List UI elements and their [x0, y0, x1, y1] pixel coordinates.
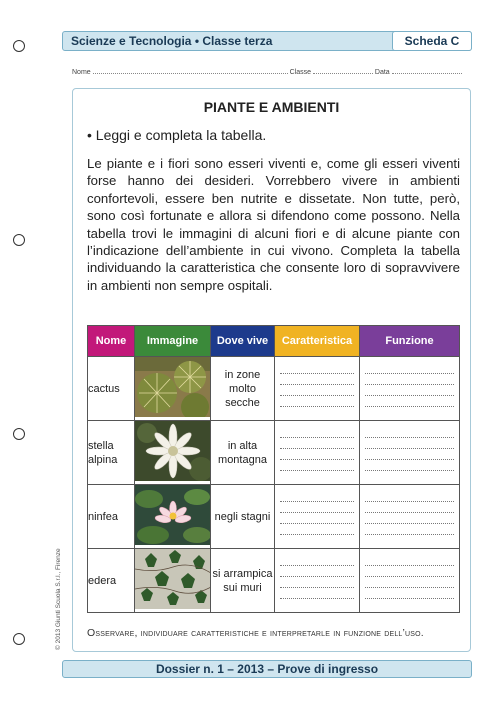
funzione-cell[interactable]	[360, 357, 460, 421]
classe-label: Classe	[289, 69, 311, 76]
table-row	[88, 485, 460, 549]
header-dove-vive: Dove vive	[211, 326, 275, 357]
plants-table	[87, 325, 460, 613]
header-nome: Nome	[88, 326, 135, 357]
header-caratteristica: Caratteristica	[275, 326, 360, 357]
stella-alpina-image	[135, 421, 211, 485]
header-funzione: Funzione	[360, 326, 460, 357]
nome-label: Nome	[72, 69, 91, 76]
binder-hole-2	[13, 234, 25, 246]
footnote: Osservare, individuare caratteristiche e interpretarle in funzione dell’uso.	[87, 627, 424, 639]
table-row	[88, 549, 460, 613]
binder-hole-1	[13, 40, 25, 52]
worksheet-card	[72, 88, 471, 652]
table-header-row	[88, 326, 460, 357]
caratteristica-cell[interactable]	[275, 421, 360, 485]
classe-line	[313, 67, 373, 74]
footer-bar: Dossier n. 1 – 2013 – Prove di ingresso	[62, 660, 472, 678]
plant-name: cactus	[88, 357, 135, 421]
funzione-cell[interactable]	[360, 549, 460, 613]
funzione-cell[interactable]	[360, 485, 460, 549]
binder-hole-4	[13, 633, 25, 645]
caratteristica-cell[interactable]	[275, 357, 360, 421]
table-row	[88, 357, 460, 421]
plant-habitat: negli stagni	[211, 485, 275, 549]
header-immagine: Immagine	[135, 326, 211, 357]
caratteristica-cell[interactable]	[275, 485, 360, 549]
subject-label: Scienze e Tecnologia • Classe terza	[71, 34, 273, 48]
plant-name: stella alpina	[88, 421, 135, 485]
plant-habitat: in zone molto secche	[211, 357, 275, 421]
scheda-label: Scheda C	[392, 31, 472, 51]
data-line	[392, 67, 462, 74]
table-row	[88, 421, 460, 485]
worksheet-title: PIANTE E AMBIENTI	[203, 99, 340, 115]
plant-habitat: si arrampica sui muri	[211, 549, 275, 613]
plant-name: ninfea	[88, 485, 135, 549]
funzione-cell[interactable]	[360, 421, 460, 485]
header-bar	[62, 31, 472, 51]
edera-image	[135, 549, 211, 613]
ninfea-image	[135, 485, 211, 549]
nome-line	[93, 67, 288, 74]
caratteristica-cell[interactable]	[275, 549, 360, 613]
binder-hole-3	[13, 428, 25, 440]
data-label: Data	[374, 69, 390, 76]
plant-habitat: in alta montagna	[211, 421, 275, 485]
plant-name: edera	[88, 549, 135, 613]
name-row	[72, 67, 470, 76]
instruction: • Leggi e completa la tabella.	[87, 127, 267, 143]
intro-paragraph: Le piante e i fiori sono esseri viventi e, come gli esseri viventi forse hanno dei desideri. Vorrebbero vivere in ambienti confortevoli, essere ben nutrite e dissetate. Non tutte, però, sono così fortunate e allora si difendono come possono. Nella tabella trovi le immagini di alcuni fiori e di alcune piante con l’indicazione dell’ambiente in cui vivono. Completa la tabella individuando la caratteristica che consente loro di sopravvivere in ambienti non sempre ospitali.	[87, 156, 460, 293]
cactus-image	[135, 357, 211, 421]
copyright: © 2013 Giunti Scuola S.r.l., Firenze	[55, 548, 62, 650]
